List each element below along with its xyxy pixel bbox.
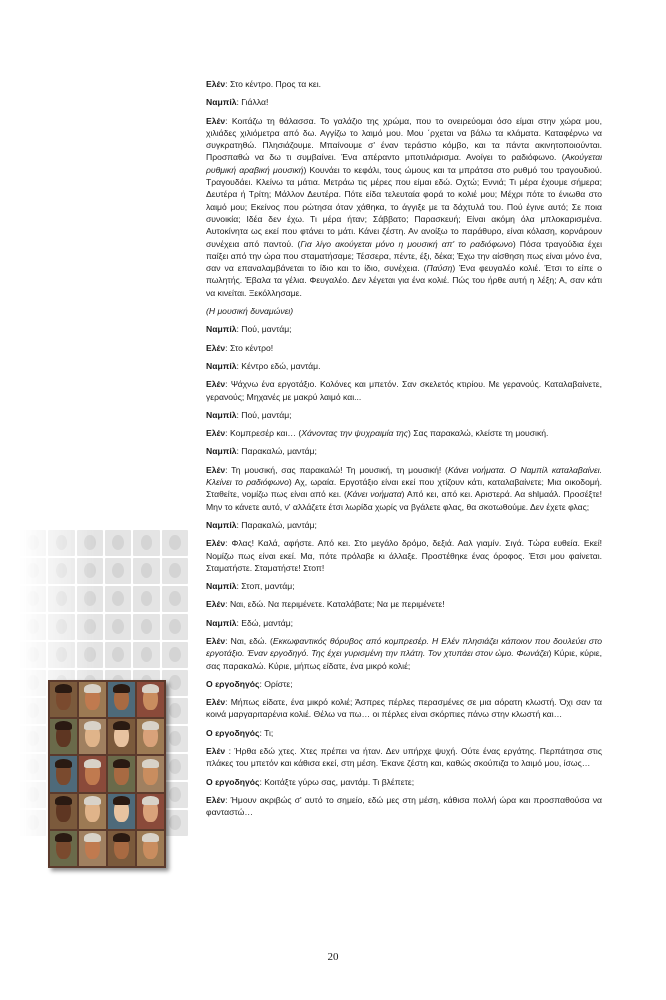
- faded-face-tile: [133, 530, 159, 556]
- faded-face-tile: [105, 558, 131, 584]
- dialogue-paragraph: [206, 323, 602, 335]
- speaker-name: Ελέν: [206, 79, 226, 89]
- faded-face-tile: [48, 614, 74, 640]
- faded-face-tile: [20, 726, 46, 752]
- dialogue-paragraph: [206, 617, 602, 629]
- page-number: 20: [327, 951, 339, 963]
- faded-face-tile: [20, 754, 46, 780]
- face-photo: [50, 719, 77, 754]
- stage-direction: Κάνει νοήματα. Ο Ναμπίλ καταλαβαίνει. Κλείνει το ραδιόφωνο: [206, 464, 603, 488]
- faded-face-tile: [77, 530, 103, 556]
- dialogue-paragraph: [206, 342, 602, 354]
- stage-direction: (Η μουσική δυναμώνει): [206, 306, 294, 317]
- faded-face-tile: [48, 642, 74, 668]
- stage-direction: Για λίγο ακούγεται μόνο η μουσική απ' το ραδιόφωνο: [300, 238, 513, 249]
- speaker-name: Ελέν: [206, 428, 226, 439]
- dialogue-line: : Μήπως είδατε, ένα μικρό κολιέ; Άσπρες πέρλες περασμένες σε μια αόρατη κλωστή. Όχι σαν τα κοινά μαργαριταρένια κολιέ. Θέλω να πω… οι πέρλες είναι σκόρπιες πάνω στην κλωστή και…: [206, 697, 602, 720]
- speaker-name: Ο εργοδηγός: [206, 776, 260, 787]
- speaker-name: Ελέν: [206, 115, 226, 126]
- dialogue-line: : Ναι, εδώ. Να περιμένετε. Καταλάβατε; Να με περιμένετε!: [225, 599, 445, 610]
- face-photo: [108, 831, 135, 866]
- faded-face-tile: [48, 530, 74, 556]
- dialogue-paragraph: [206, 696, 602, 721]
- dialogue-line: : Τι;: [259, 727, 274, 738]
- faded-face-tile: [105, 530, 131, 556]
- faded-face-tile: [133, 614, 159, 640]
- dialogue-paragraph: [206, 519, 602, 531]
- faded-face-tile: [77, 558, 103, 584]
- dialogue-line: : Κοιτάζω τη θάλασσα. Το γαλάζιο της χρώμα, που το ονειρεύομαι όσο είμαι στην χώρα μου, χιλιάδες χιλιόμετρα από δω. Αγγίζω το λαιμό μου. Μου ΄ρχεται να βάλω τα κλάματα. Καταφέρνω να συγκρατηθώ. Πλησιάζουμε. Μπαίνουμε σ' έναν τεράστιο κόμβο, και τα πάντα ακινητοποιούνται. Προσπαθώ να δω τι συμβαίνει. Ένα απέραντο μποτιλιάρισμα. Ανοίγει το ραδιόφωνο. (: [206, 115, 602, 163]
- face-photo: [108, 682, 135, 717]
- face-photo: [50, 794, 77, 829]
- face-photo: [79, 794, 106, 829]
- dialogue-line: : Ορίστε;: [259, 678, 293, 689]
- faded-face-tile: [20, 614, 46, 640]
- face-photo: [50, 831, 77, 866]
- faded-face-tile: [77, 586, 103, 612]
- dialogue-line: : Παρακαλώ, μαντάμ;: [236, 519, 317, 530]
- dialogue-paragraph: [206, 678, 602, 690]
- dialogue-line: ) Πόσα τραγούδια έχει παίξει από την ώρα που σταματήσαμε; Τέσσερα, πέντε, έξι, δέκα; Έχω την αίσθηση πως είναι μόνο ένα, σαν να επαναλαμβάνεται το ίδιο και το ίδιο, συνέχεια. (: [206, 238, 603, 274]
- speaker-name: Ελέν: [206, 342, 226, 353]
- dialogue-paragraph: [206, 635, 602, 672]
- dialogue-line: : Στο κέντρο!: [225, 342, 274, 353]
- dialogue-text: [206, 78, 602, 825]
- speaker-name: Ναμπίλ: [206, 617, 237, 628]
- face-photo: [108, 719, 135, 754]
- speaker-name: Ελέν: [206, 379, 226, 390]
- faded-face-tile: [20, 670, 46, 696]
- faded-face-tile: [162, 614, 188, 640]
- stage-direction: Εκκωφαντικός θόρυβος από κομπρεσέρ. Η Ελέν πλησιάζει κάποιον που δουλεύει στο εργοτάξιο. Έναν εργοδηγό. Της έχει γυρισμένη την πλάτη. Τον χτυπάει στον ώμο. Φωνάζει: [206, 635, 602, 659]
- face-photo: [137, 831, 164, 866]
- speaker-name: Ναμπίλ: [206, 360, 237, 371]
- faded-face-tile: [20, 810, 46, 836]
- dialogue-line: : Παρακαλώ, μαντάμ;: [236, 446, 317, 457]
- dialogue-line: : Στοπ, μαντάμ;: [236, 581, 295, 592]
- dialogue-line: : Κέντρο εδώ, μαντάμ.: [236, 360, 321, 371]
- dialogue-line: : Κοιτάξτε γύρω σας, μαντάμ. Τι βλέπετε;: [259, 776, 415, 787]
- faded-face-tile: [48, 586, 74, 612]
- speaker-name: Ο εργοδηγός: [206, 727, 260, 738]
- faded-face-tile: [162, 586, 188, 612]
- dialogue-line: ) Ένα φευγαλέο κολιέ. Έτσι το είπε ο πωλητής. Έβαλα τα γέλια. Φευγαλέο. Δεν λέγεται για ένα κολιέ. Πώς του ήρθε αυτή η λέξη; Α, σαν κάτι να κινείται. Ξεκόλλησαμε.: [206, 263, 602, 298]
- speaker-name: Ελέν: [206, 794, 226, 805]
- dialogue-line: : Πού, μαντάμ;: [236, 409, 292, 420]
- stage-direction: Ακούγεται ρυθμική αραβική μουσική: [206, 152, 602, 175]
- speaker-name: Ελέν: [206, 464, 226, 475]
- dialogue-line: ) Σας παρακαλώ, κλείστε τη μουσική.: [408, 428, 549, 439]
- dialogue-line: : Τη μουσική, σας παρακαλώ! Τη μουσική, τη μουσική! (: [225, 464, 448, 475]
- face-photo: [79, 831, 106, 866]
- dialogue-paragraph: [206, 727, 602, 739]
- dialogue-line: : Ήρθα εδώ χτες. Χτες πρέπει να ήταν. Δεν υπήρχε ψυχή. Ούτε ένας εργάτης. Περπάτησα στις πλάκες του μπετόν και κάθισα εκεί, στη μέση. Έκανε ζέστη και, καθώς σκούπιζα το λαιμό μου, ίσως…: [206, 746, 602, 769]
- dialogue-paragraph: [206, 745, 602, 770]
- dialogue-paragraph: [206, 115, 602, 299]
- face-photo: [50, 756, 77, 791]
- speaker-name: Ελέν: [206, 538, 226, 549]
- stage-direction: Παύση: [426, 263, 453, 274]
- faded-face-tile: [133, 586, 159, 612]
- speaker-name: Ναμπίλ: [206, 409, 237, 420]
- dialogue-line: ) Κύριε, κύριε, σας παρακαλώ. Κύριε, μήπως είδατε, ένα μικρό κολιέ;: [206, 648, 602, 671]
- dialogue-line: ) Από κει, από κει. Αριστερά. Αα shlμαάλ. Προσέξτε! Μην το κάνετε αυτό, ν' αλλάζετε έτσι λωρίδα χωρίς να βγάλετε φλας, θα σκοτωθούμε. Δεν έχετε φλας;: [206, 489, 602, 512]
- stage-direction: Χάνοντας την ψυχραιμία της: [301, 428, 408, 439]
- speaker-name: Ελέν: [206, 599, 226, 610]
- dialogue-paragraph: [206, 537, 602, 574]
- dialogue-line: : Ήμουν ακριβώς σ' αυτό το σημείο, εδώ μες στη μέση, κάθισα πολλή ώρα και προσπαθούσα να φανταστώ…: [206, 794, 602, 818]
- faded-face-tile: [105, 642, 131, 668]
- dialogue-paragraph: [206, 464, 602, 513]
- faded-face-tile: [105, 614, 131, 640]
- face-photo: [108, 794, 135, 829]
- speaker-name: Ναμπίλ: [206, 97, 237, 108]
- faded-face-tile: [20, 642, 46, 668]
- faded-face-tile: [77, 642, 103, 668]
- faded-face-tile: [162, 642, 188, 668]
- faded-face-tile: [105, 586, 131, 612]
- faded-face-tile: [48, 558, 74, 584]
- stage-direction: Κάνει νοήματα: [346, 489, 402, 500]
- face-photo: [137, 719, 164, 754]
- faded-face-tile: [20, 782, 46, 808]
- dialogue-paragraph: [206, 598, 602, 610]
- face-photo: [79, 719, 106, 754]
- faded-face-tile: [20, 698, 46, 724]
- faded-face-tile: [162, 558, 188, 584]
- speaker-name: Ναμπίλ: [206, 446, 237, 457]
- dialogue-paragraph: [206, 445, 602, 457]
- dialogue-paragraph: [206, 409, 602, 421]
- dialogue-line: : Φλας! Καλά, αφήστε. Από κει. Στο μεγάλο δρόμο, δεξιά. Ααλ γιαμίν. Σιγά. Τώρα ευθεία. Εκεί! Νομίζω πως είναι εκεί. Μα, πότε πρόλαβε κι άλλαξε. Προστέθηκε ένας όροφος. Έτσι μου φαίνεται. Σταματήστε. Σταματήστε! Στοπ!: [206, 538, 602, 573]
- dialogue-line: : Εδώ, μαντάμ;: [236, 617, 294, 628]
- faded-face-tile: [133, 558, 159, 584]
- speaker-name: Ελέν: [206, 635, 226, 646]
- face-photo: [50, 682, 77, 717]
- speaker-name: Ναμπίλ: [206, 519, 237, 530]
- dialogue-line: ) Αχ, ωραία. Εργοτάξιο είναι εκεί που χτίζουν κάτι, καταλαβαίνετε; Μια οικοδομή. Σταθείτε, νομίζω πως είναι από κει. (: [206, 477, 602, 500]
- dialogue-paragraph: [206, 96, 602, 108]
- face-photo: [108, 756, 135, 791]
- dialogue-paragraph: [206, 776, 602, 788]
- face-photo: [79, 756, 106, 791]
- faded-face-tile: [20, 530, 46, 556]
- speaker-name: Ναμπίλ: [206, 581, 237, 592]
- dialogue-paragraph: [206, 794, 602, 819]
- dialogue-paragraph: [206, 580, 602, 592]
- face-photo: [137, 682, 164, 717]
- speaker-name: Ναμπίλ: [206, 324, 237, 335]
- speaker-name: Ο εργοδηγός: [206, 678, 260, 689]
- dialogue-line: ) Κουνάει το κεφάλι, τους ώμους και τα μπράτσα στο ρυθμό του τραγουδιού. Τραγουδάει. Κλείνω τα μάτια. Μετράω τις μέρες που είμαι εδώ. Οχτώ; Εννιά; Τι μέρα έχουμε σήμερα; Δευτέρα ή Τρίτη; Μάλλον Δευτέρα. Πότε είδα τελευταία φορά το κολιέ μου; Μέχρι πότε το ένιωθα στο λαιμό μου; Εκείνος που ρώτησα όταν χάθηκα, το άγγιξε με τα δάχτυλά του. Πού έγινε αυτό; Σε ποια συνοικία; Ιδέα δεν έχω. Τι μέρα ήταν; Σάββατο; Παρασκευή; Είναι ακόμη όλα μπλοκαρισμένα. Αυτοκίνητα ως εκεί που φτάνει το μάτι. Κάνει ζέστη. Αν ανοίξω το παράθυρο, είναι κόλαση, κορνάρουν συνέχεια από παντού. (: [206, 164, 602, 249]
- faded-face-tile: [133, 642, 159, 668]
- dialogue-line: : Στο κέντρο. Προς τα κει.: [225, 79, 322, 89]
- faded-face-tile: [20, 586, 46, 612]
- dialogue-paragraph: [206, 78, 602, 90]
- dialogue-line: : Κομπρεσέρ και… (: [225, 428, 302, 439]
- faces-photo-collage: [48, 680, 166, 868]
- dialogue-line: : Ψάχνω ένα εργοτάξιο. Κολόνες και μπετόν. Σαν σκελετός κτιρίου. Με γερανούς. Καταλαβαίνετε, γερανούς; Μηχανές με μακρύ λαιμό και...: [206, 379, 602, 402]
- speaker-name: Ελέν: [206, 746, 226, 757]
- dialogue-paragraph: [206, 378, 602, 403]
- face-photo: [137, 794, 164, 829]
- faded-face-tile: [162, 530, 188, 556]
- face-photo: [137, 756, 164, 791]
- dialogue-line: : Ναι, εδώ. (: [225, 635, 273, 646]
- dialogue-paragraph: [206, 427, 602, 439]
- speaker-name: Ελέν: [206, 697, 226, 708]
- dialogue-line: : Γιάλλα!: [236, 97, 269, 108]
- dialogue-line: : Πού, μαντάμ;: [236, 324, 292, 335]
- faded-face-tile: [20, 558, 46, 584]
- dialogue-paragraph: [206, 360, 602, 372]
- faded-face-tile: [77, 614, 103, 640]
- face-photo: [79, 682, 106, 717]
- dialogue-paragraph: [206, 305, 602, 317]
